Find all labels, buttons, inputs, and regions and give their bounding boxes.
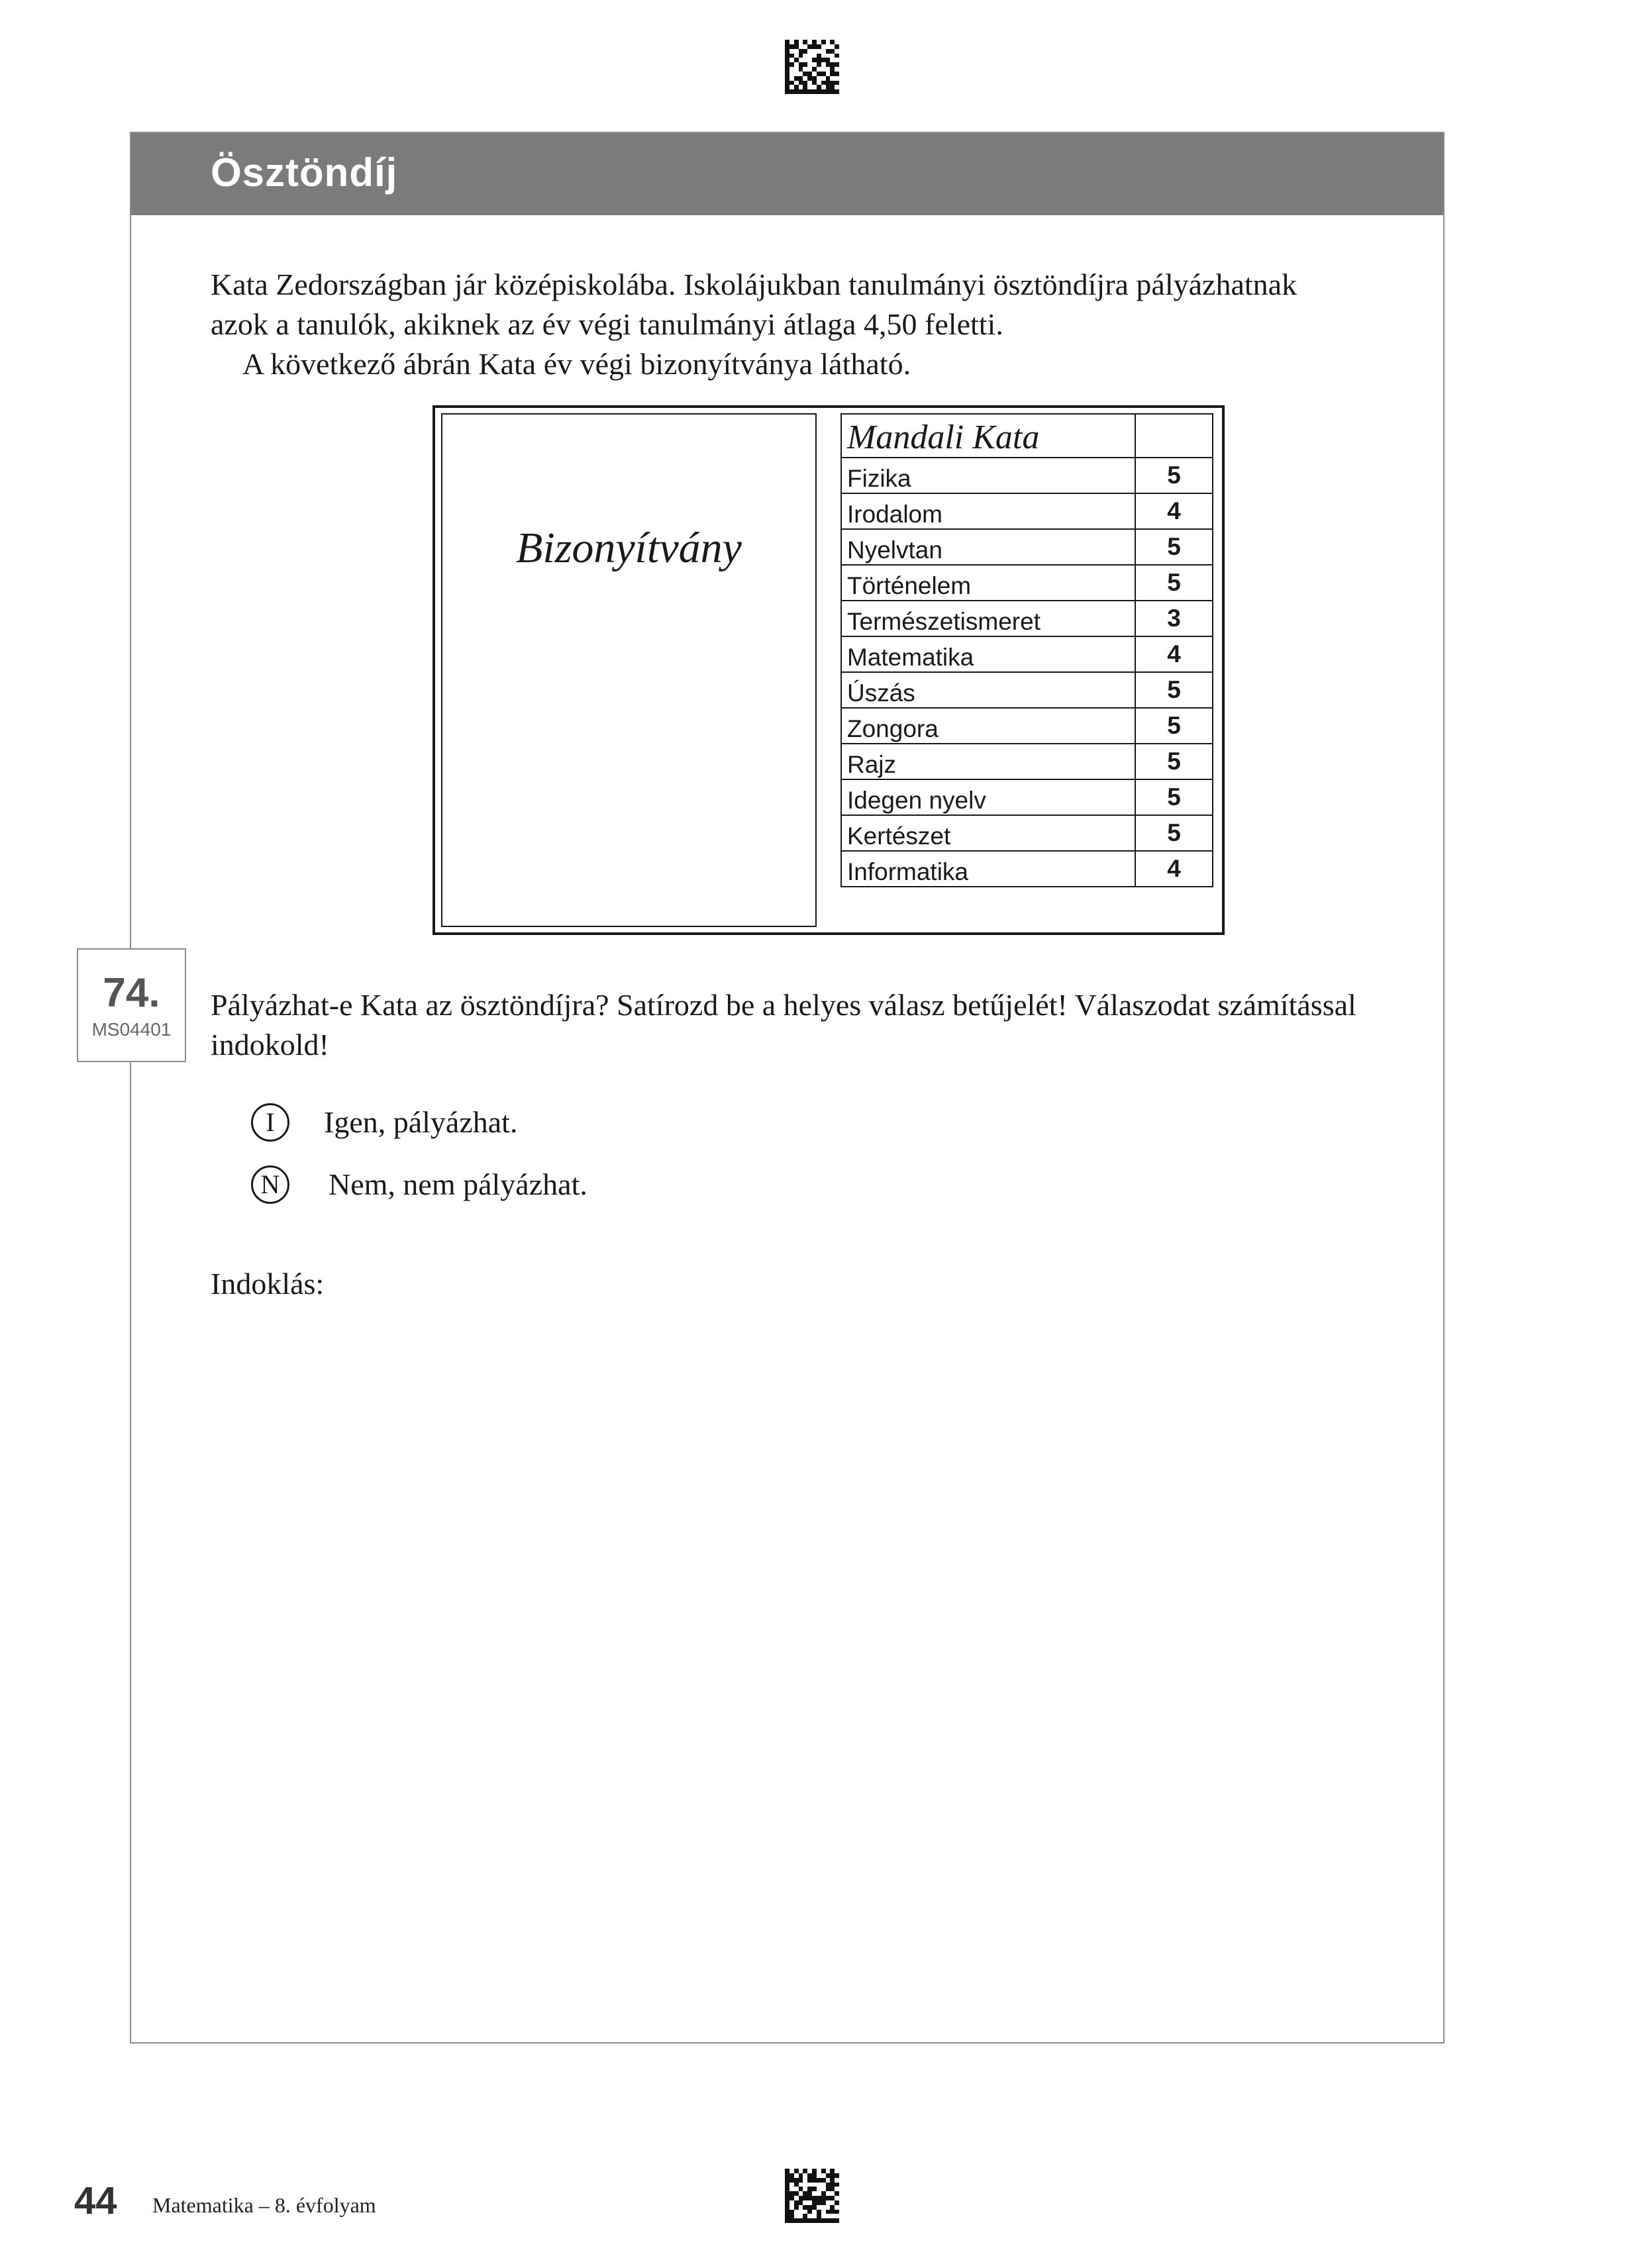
grade-value: 5 [1135, 779, 1213, 815]
grade-row [841, 493, 1213, 529]
option-n-bubble[interactable]: N [251, 1165, 289, 1204]
grade-row [841, 672, 1213, 708]
question-text [211, 985, 1443, 1065]
intro-line-2: azok a tanulók, akiknek az év végi tanulmányi átlaga 4,50 feletti. [211, 307, 1003, 341]
question-line-1: Pályázhat-e Kata az ösztöndíjra? Satírozd be a helyes válasz betűjelét! Válaszodat számítással [211, 988, 1356, 1022]
subject-name: Nyelvtan [841, 529, 1135, 565]
option-i-bubble[interactable]: I [251, 1103, 289, 1142]
grade-header-cell [1135, 414, 1213, 458]
student-name: Mandali Kata [847, 419, 1040, 456]
question-number: 74. [103, 970, 160, 1016]
subject-name: Matematika [841, 636, 1135, 672]
grade-value: 4 [1135, 493, 1213, 529]
barcode-top [785, 40, 839, 94]
grade-row [841, 708, 1213, 744]
task-title: Ösztöndíj [211, 150, 398, 195]
footer-subject: Matematika – 8. évfolyam [152, 2193, 376, 2217]
grade-row [841, 636, 1213, 672]
grade-value: 3 [1135, 601, 1213, 636]
grade-row [841, 815, 1213, 851]
grade-value: 5 [1135, 458, 1213, 493]
grade-value: 4 [1135, 851, 1213, 887]
option-n-label: Nem, nem pályázhat. [329, 1167, 587, 1201]
student-name-cell [841, 414, 1135, 458]
grade-row [841, 744, 1213, 779]
question-code: MS04401 [91, 1019, 172, 1040]
barcode-bottom [785, 2169, 839, 2223]
grade-row [841, 851, 1213, 887]
subject-name: Természetismeret [841, 601, 1135, 636]
grade-row [841, 779, 1213, 815]
grade-value: 5 [1135, 672, 1213, 708]
grade-row [841, 529, 1213, 565]
question-line-2: indokold! [211, 1028, 329, 1061]
certificate-title: Bizonyítvány [516, 524, 742, 572]
subject-name: Kertészet [841, 815, 1135, 851]
grade-table [840, 413, 1213, 887]
option-i-label: Igen, pályázhat. [324, 1105, 518, 1139]
grade-value: 5 [1135, 565, 1213, 601]
subject-name: Irodalom [841, 493, 1135, 529]
intro-line-1: Kata Zedországban jár középiskolába. Iskolájukban tanulmányi ösztöndíjra pályázhatnak [211, 268, 1297, 301]
grade-value: 4 [1135, 636, 1213, 672]
subject-name: Úszás [841, 672, 1135, 708]
grade-table-header [841, 414, 1213, 458]
page-number: 44 [74, 2179, 117, 2222]
question-number-box [77, 948, 186, 1062]
grade-value: 5 [1135, 529, 1213, 565]
grade-value: 5 [1135, 708, 1213, 744]
subject-name: Idegen nyelv [841, 779, 1135, 815]
grade-value: 5 [1135, 744, 1213, 779]
subject-name: Informatika [841, 851, 1135, 887]
justification-label: Indoklás: [211, 1267, 325, 1301]
subject-name: Történelem [841, 565, 1135, 601]
intro-line-3: A következő ábrán Kata év végi bizonyítványa látható. [242, 347, 911, 381]
grade-row [841, 458, 1213, 493]
grade-row [841, 565, 1213, 601]
subject-name: Rajz [841, 744, 1135, 779]
subject-name: Fizika [841, 458, 1135, 493]
grade-row [841, 601, 1213, 636]
grade-value: 5 [1135, 815, 1213, 851]
subject-name: Zongora [841, 708, 1135, 744]
task-intro [211, 265, 1443, 384]
certificate-cover [441, 413, 817, 927]
